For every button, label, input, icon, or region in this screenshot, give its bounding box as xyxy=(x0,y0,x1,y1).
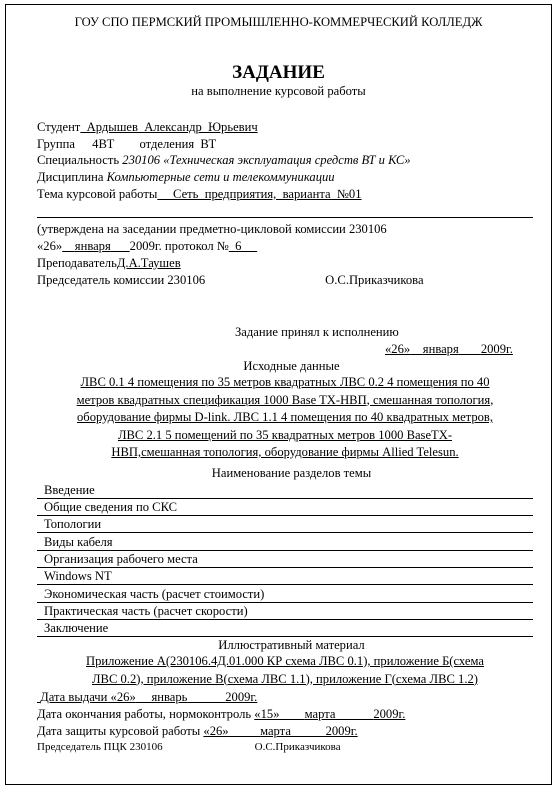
discipline-label: Дисциплина xyxy=(37,170,104,184)
issue-year: 2009г. xyxy=(225,690,258,704)
group-value: 4ВТ xyxy=(92,137,115,151)
accept-date xyxy=(385,343,513,356)
source-data-heading: Исходные данные xyxy=(243,359,340,373)
end-date-row xyxy=(37,708,405,721)
section-item: Введение xyxy=(37,481,533,499)
source-data-line: НВП,смешанная топология, оборудование фирмы Allied Telesun. xyxy=(111,445,459,459)
protocol-label: протокол № xyxy=(164,239,229,253)
approval-day: «26» xyxy=(37,239,63,253)
source-data-line: метров квадратных спецификация 1000 Base TX-НВП, смешанная топология, xyxy=(76,392,494,407)
teacher-value: Д.А.Таушев xyxy=(116,256,181,270)
document-subtitle: на выполнение курсовой работы xyxy=(191,84,366,98)
specialty-value: 230106 «Техническая эксплуатация средств ВТ и КС» xyxy=(122,153,411,167)
end-year: 2009г. xyxy=(373,707,406,721)
approval-month: января xyxy=(74,239,111,253)
department-label: отделения xyxy=(139,137,195,151)
approval-year: 2009г. xyxy=(129,239,162,253)
approval-date-row xyxy=(37,240,257,253)
specialty-row xyxy=(37,154,411,167)
student-value: Ардышев Александр Юрьевич xyxy=(80,120,258,134)
pck-label: Председатель ПЦК 230106 xyxy=(37,741,163,753)
source-data-line: ЛВС 0.1 4 помещения по 35 метров квадратных ЛВС 0.2 4 помещения по 40 xyxy=(80,375,490,389)
illustrative-line: Приложение А(230106.4Д.01.000 КР схема ЛВС 0.1), приложение Б(схема xyxy=(86,654,484,668)
group-label: Группа xyxy=(37,137,75,151)
teacher-row xyxy=(37,257,493,270)
approval-line: (утверждена на заседании предметно-цикловой комиссии 230106 xyxy=(37,222,387,236)
section-item: Windows NT xyxy=(37,567,533,585)
document-page xyxy=(5,4,552,785)
group-row xyxy=(37,138,216,151)
end-month: марта xyxy=(304,707,336,721)
topic-value: Сеть предприятия, варианта №01 xyxy=(157,187,362,201)
section-item: Экономическая часть (расчет стоимости) xyxy=(37,585,533,603)
issue-date-row xyxy=(37,691,257,704)
student-row xyxy=(37,121,387,134)
defense-day: «26» xyxy=(203,724,229,738)
chair-row xyxy=(37,274,424,287)
end-day: «15» xyxy=(254,707,280,721)
end-date-label: Дата окончания работы, нормоконтроль xyxy=(37,707,252,721)
issue-day: «26» xyxy=(110,690,136,704)
issue-month: январь xyxy=(151,690,188,704)
source-data-line: ЛВС 2.1 5 помещений по 35 квадратных метров 1000 BaseTX- xyxy=(117,427,453,442)
accept-text: Задание принял к исполнению xyxy=(235,325,399,339)
section-item: Топологии xyxy=(37,515,533,533)
source-data-text xyxy=(37,374,533,462)
illustrative-line: ЛВС 0.2), приложение В(схема ЛВС 1.1), приложение Г(схема ЛВС 1.2) xyxy=(92,671,478,686)
college-name: ГОУ СПО ПЕРМСКИЙ ПРОМЫШЛЕННО-КОММЕРЧЕСКИЙ КОЛЛЕДЖ xyxy=(74,15,483,29)
sections-heading: Наименование разделов темы xyxy=(211,466,372,480)
source-data-line: оборудование фирмы D-link. ЛВС 1.1 4 помещения по 40 квадратных метров, xyxy=(76,410,494,424)
teacher-label: Преподаватель xyxy=(37,256,117,270)
defense-year: 2009г. xyxy=(325,724,358,738)
accept-row xyxy=(235,326,501,339)
section-item: Практическая часть (расчет скорости) xyxy=(37,602,533,620)
topic-label: Тема курсовой работы xyxy=(37,187,158,201)
defense-date-label: Дата защиты курсовой работы xyxy=(37,724,201,738)
chair-name: О.С.Приказчикова xyxy=(325,273,424,287)
topic-continuation-line xyxy=(37,217,533,218)
issue-date-label: Дата выдачи xyxy=(40,690,108,704)
discipline-row xyxy=(37,171,335,184)
pck-name: О.С.Приказчикова xyxy=(254,741,341,753)
specialty-label: Специальность xyxy=(37,153,120,167)
section-item: Общие сведения по СКС xyxy=(37,498,533,516)
protocol-number: 6 xyxy=(235,239,242,253)
document-title: ЗАДАНИЕ xyxy=(232,62,325,83)
pck-chair-row xyxy=(37,742,341,753)
accept-day: «26» xyxy=(385,342,411,356)
section-item: Заключение xyxy=(37,619,533,637)
section-item: Виды кабеля xyxy=(37,533,533,551)
accept-year: 2009г. xyxy=(480,342,513,356)
chair-label: Председатель комиссии 230106 xyxy=(37,273,206,287)
student-label: Студент xyxy=(37,120,81,134)
accept-month: января xyxy=(422,342,459,356)
department-value: ВТ xyxy=(200,137,217,151)
defense-month: марта xyxy=(260,724,291,738)
section-item: Организация рабочего места xyxy=(37,550,533,568)
topic-row xyxy=(37,188,508,201)
illustrative-text xyxy=(37,653,533,688)
illustrative-heading: Иллюстративный материал xyxy=(218,638,365,652)
defense-date-row xyxy=(37,725,358,738)
discipline-value: Компьютерные сети и телекоммуникации xyxy=(106,170,335,184)
